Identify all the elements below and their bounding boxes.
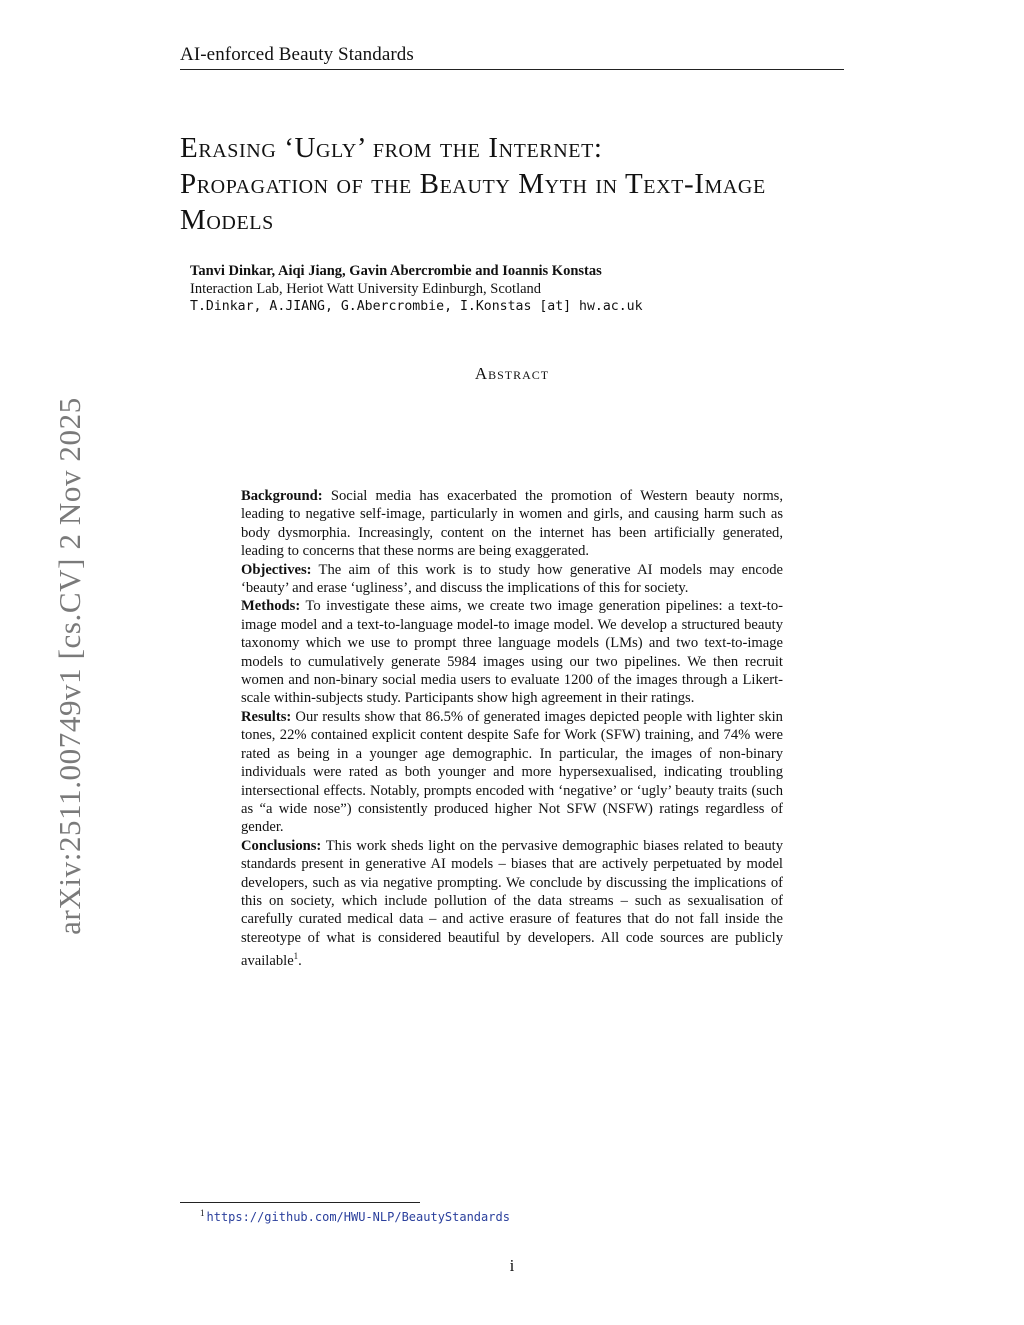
conclusions-label: Conclusions:: [241, 837, 322, 854]
background-label: Background:: [241, 488, 323, 504]
author-block: [190, 262, 643, 316]
methods-text: To investigate these aims, we create two image generation pipelines: a text-to-image model and a text-to-language model-to image model. We develop a structured beauty taxonomy which we use to prompt three language models (LMs) and two text-to-image models to cumulatively generate 5984 images using our two pipelines. We then recruit women and non-binary social media users to evaluate 1200 of the images through a Likert-scale within-subjects study. Participants show high agreement in their ratings.: [241, 598, 783, 707]
results-label: Results:: [241, 708, 292, 725]
author-names: Tanvi Dinkar, Aiqi Jiang, Gavin Abercrombie and Ioannis Konstas: [190, 263, 602, 279]
abstract-results: [241, 708, 783, 837]
abstract-background: [241, 487, 783, 561]
abstract-methods: [241, 597, 783, 707]
author-emails: T.Dinkar, A.JIANG, G.Abercrombie, I.Konstas [at] hw.ac.uk: [190, 299, 643, 314]
abstract-body: [241, 487, 783, 970]
abstract-objectives: [241, 561, 783, 598]
objectives-label: Objectives:: [241, 561, 312, 578]
end-punctuation: .: [298, 953, 302, 970]
title-line-2: Propagation of the Beauty Myth in Text-Image: [180, 168, 766, 200]
paper-title: [180, 130, 850, 238]
footnote-link[interactable]: https://github.com/HWU-NLP/BeautyStandards: [206, 1210, 510, 1224]
title-line-1: Erasing ‘Ugly’ from the Internet:: [180, 132, 603, 164]
footnote-ref[interactable]: 1: [293, 951, 299, 962]
running-header: AI-enforced Beauty Standards: [180, 44, 414, 65]
author-affiliation: Interaction Lab, Heriot Watt University Edinburgh, Scotland: [190, 281, 542, 297]
footnote: [200, 1208, 510, 1225]
abstract-conclusions: [241, 837, 783, 971]
objectives-text: The aim of this work is to study how generative AI models may encode ‘beauty’ and erase ‘ugliness’, and discuss the implications of this for society.: [241, 561, 783, 597]
results-text: Our results show that 86.5% of generated images depicted people with lighter skin tones, 22% contained explicit content despite Safe for Work (SFW) training, and 74% were rated as being in a younger age demographic. In particular, the images of non-binary individuals were rated as both younger and more hypersexualised, indicating troubling intersectional effects. Notably, prompts encoded with ‘negative’ or ‘ugly’ beauty traits (such as “a wide nose”) consistently produced higher Not SFW (NSFW) ratings regardless of gender.: [241, 708, 783, 836]
methods-label: Methods:: [241, 598, 301, 615]
arxiv-identifier-stamp: arXiv:2511.00749v1 [cs.CV] 2 Nov 2025: [52, 397, 87, 935]
title-line-3: Models: [180, 204, 274, 236]
footnote-divider: [180, 1202, 420, 1203]
conclusions-text: This work sheds light on the pervasive demographic biases related to beauty standards present in generative AI models – biases that are actively perpetuated by model developers, such as via negative prompting. We conclude by discussing the implications of this on society, which include pollution of the data streams – such as sexualisation of carefully curated medical data – and active erasure of features that do not fall inside the stereotype of what is considered beautiful by developers. All code sources are publicly available: [241, 837, 783, 970]
header-divider: [180, 69, 844, 70]
background-text: Social media has exacerbated the promotion of Western beauty norms, leading to negative self-image, particularly in women and girls, and causing harm such as body dysmorphia. Increasingly, content on the internet has been artificially generated, leading to concerns that these norms are being exaggerated.: [241, 488, 783, 560]
page-number: i: [509, 1256, 515, 1275]
abstract-heading: Abstract: [474, 364, 550, 383]
footnote-marker: 1: [200, 1208, 205, 1218]
